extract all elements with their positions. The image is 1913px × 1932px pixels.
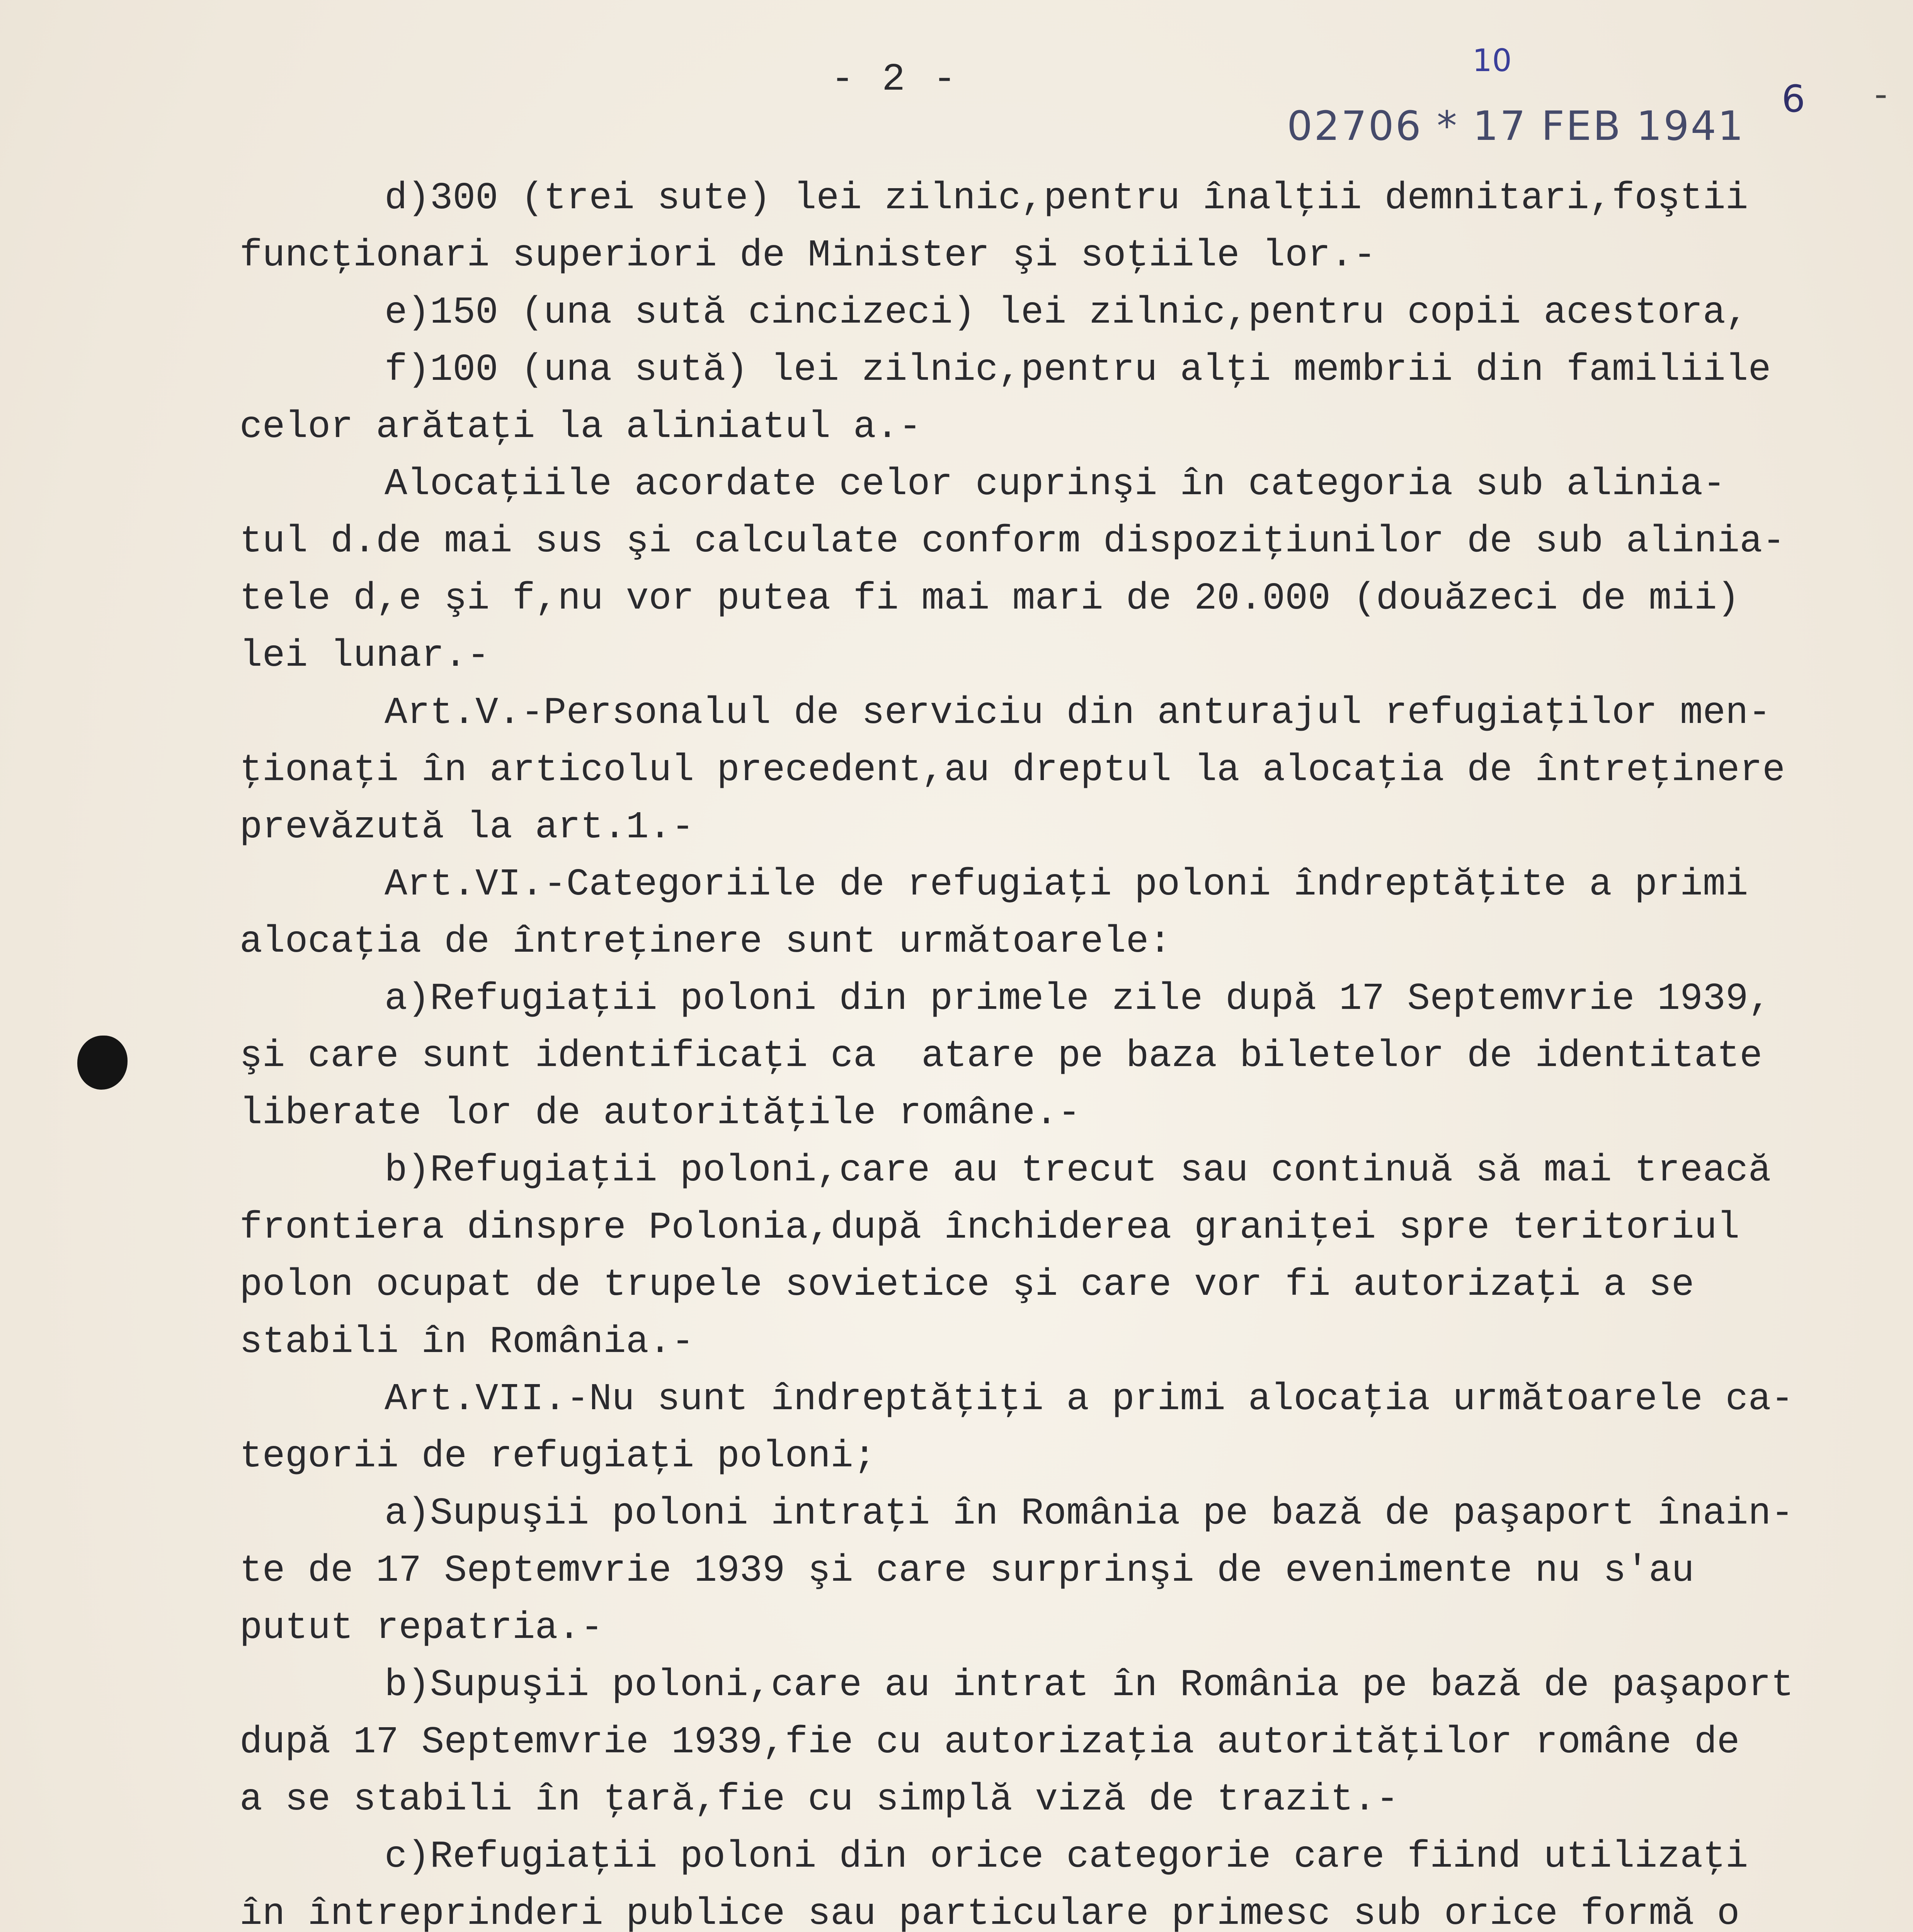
text-line: tele d,e şi f,nu vor putea fi mai mari de 20.000 (douăzeci de mii) [240, 577, 1740, 620]
text-line: lei lunar.- [240, 634, 490, 677]
text-line: tegorii de refugiaţi poloni; [240, 1435, 876, 1478]
text-line: tul d.de mai sus şi calculate conform dispoziţiunilor de sub alinia- [240, 520, 1785, 563]
folio-number: 6 [1782, 77, 1806, 121]
text-line: după 17 Septemvrie 1939,fie cu autorizaţia autorităţilor române de [240, 1721, 1740, 1764]
text-line: în întreprinderi publice sau particulare primesc sub orice formă o [240, 1893, 1740, 1932]
registration-date-stamp: 02706 * 17 FEB 1941 [1287, 102, 1745, 150]
text-line: a)Refugiaţii poloni din primele zile după 17 Septemvrie 1939, [385, 978, 1771, 1020]
text-line: b)Refugiaţii poloni,care au trecut sau continuă să mai treacă [385, 1149, 1771, 1192]
text-line: b)Supuşii poloni,care au intrat în România pe bază de paşaport [385, 1664, 1794, 1707]
text-line: polon ocupat de trupele sovietice şi care vor fi autorizaţi a se [240, 1264, 1694, 1306]
text-line: Alocaţiile acordate celor cuprinşi în categoria sub alinia- [385, 463, 1726, 506]
edge-mark: - [1870, 77, 1892, 117]
text-line: c)Refugiaţii poloni din orice categorie care fiind utilizaţi [385, 1835, 1748, 1878]
text-line: a)Supuşii poloni intraţi în România pe bază de paşaport înain- [385, 1492, 1794, 1535]
text-line: funcţionari superiori de Minister şi soţiile lor.- [240, 234, 1376, 277]
text-line: frontiera dinspre Polonia,după închiderea graniţei spre teritoriul [240, 1206, 1740, 1249]
text-line: putut repatria.- [240, 1607, 603, 1650]
text-line: şi care sunt identificaţi ca atare pe baza biletelor de identitate [240, 1035, 1763, 1078]
text-line: Art.VI.-Categoriile de refugiaţi poloni îndreptăţite a primi [385, 863, 1748, 906]
text-line: e)150 (una sută cincizeci) lei zilnic,pentru copii acestora, [385, 291, 1748, 334]
text-line: celor arătaţi la aliniatul a.- [240, 406, 922, 449]
text-line: f)100 (una sută) lei zilnic,pentru alţi membrii din familiile [385, 349, 1771, 391]
text-line: Art.V.-Personalul de serviciu din anturajul refugiaţilor men- [385, 692, 1771, 735]
text-line: stabili în România.- [240, 1321, 694, 1364]
page-number: - 2 - [831, 58, 959, 102]
text-line: d)300 (trei sute) lei zilnic,pentru înalţii demnitari,foştii [385, 177, 1748, 220]
text-line: alocaţia de întreţinere sunt următoarele: [240, 920, 1172, 963]
text-line: liberate lor de autorităţile române.- [240, 1092, 1081, 1135]
typed-text-body [240, 170, 1863, 1932]
text-line: ţionaţi în articolul precedent,au dreptul la alocaţia de întreţinere [240, 749, 1785, 792]
text-line: te de 17 Septemvrie 1939 şi care surprinşi de evenimente nu s'au [240, 1549, 1694, 1592]
text-line: Art.VII.-Nu sunt îndreptăţiţi a primi alocaţia următoarele ca- [385, 1378, 1794, 1421]
text-line: a se stabili în ţară,fie cu simplă viză de trazit.- [240, 1778, 1399, 1821]
text-line: prevăzută la art.1.- [240, 806, 694, 849]
punch-hole [77, 1036, 128, 1090]
handwritten-number: 10 [1472, 43, 1512, 78]
